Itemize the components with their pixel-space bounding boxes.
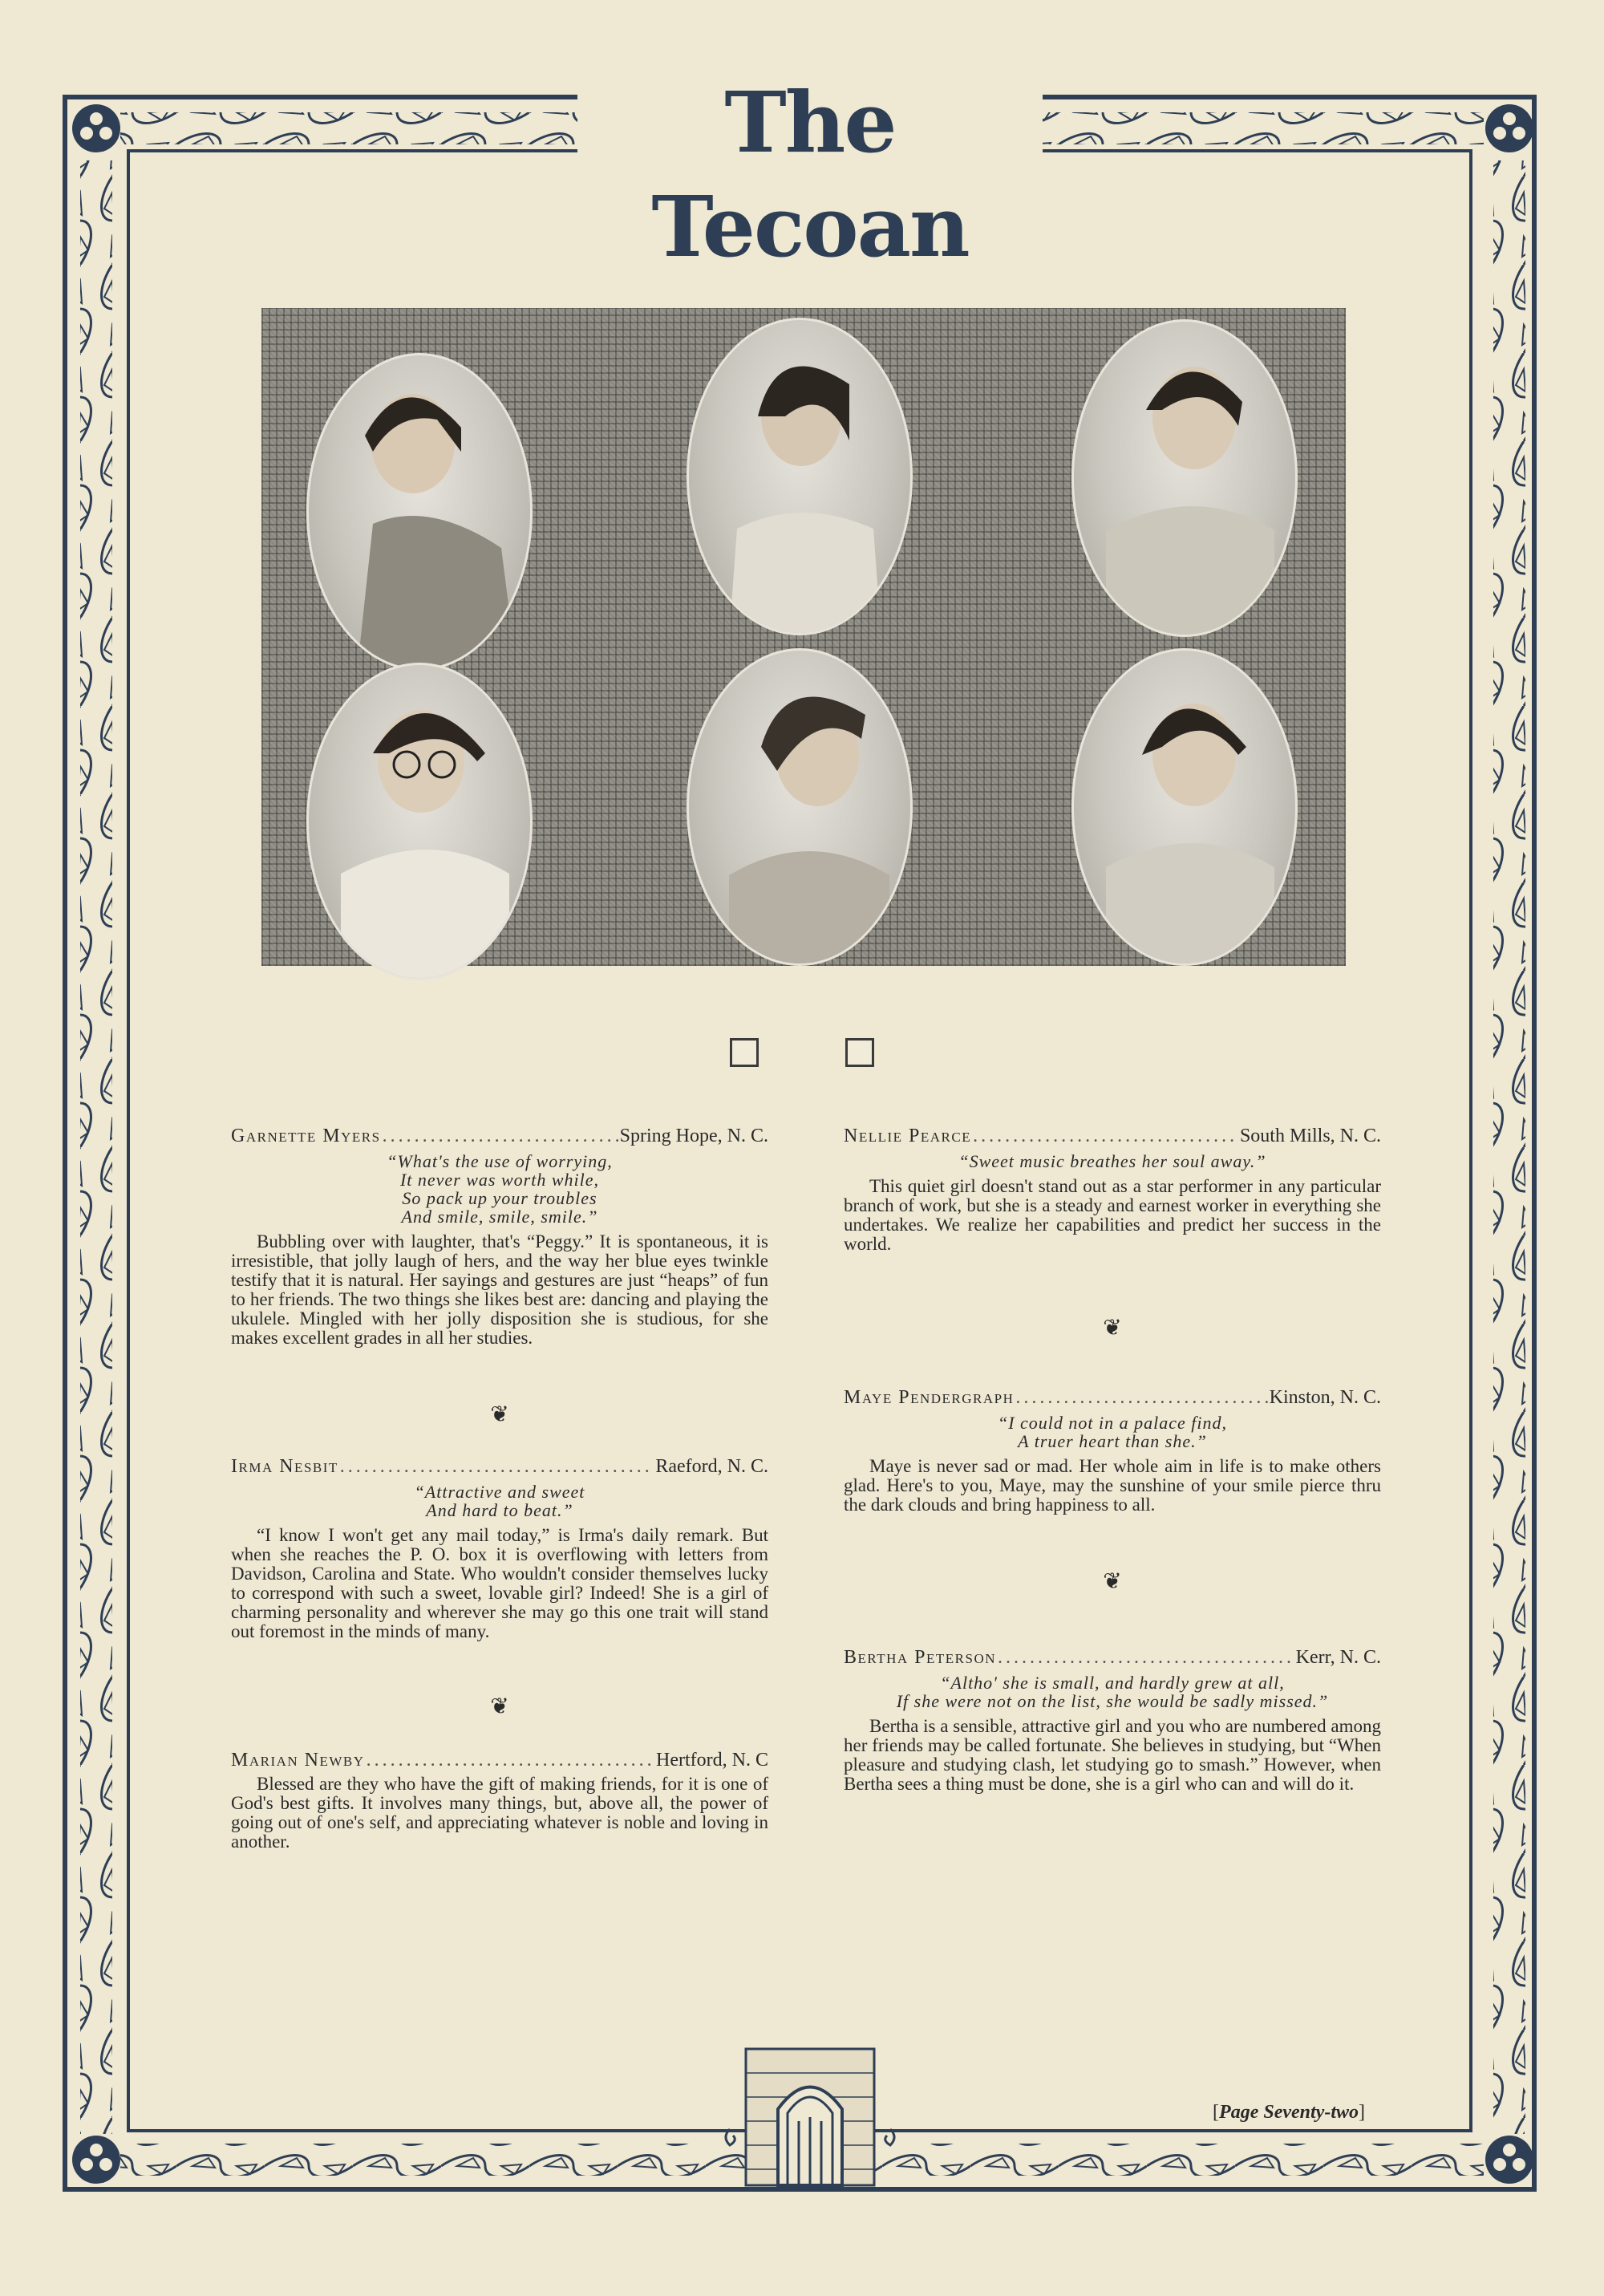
entry-marian-newby	[231, 1750, 768, 1852]
hometown: South Mills, N. C.	[1239, 1126, 1381, 1146]
student-quote: “Attractive and sweet And hard to beat.”	[414, 1482, 585, 1520]
leader-dots	[973, 1126, 1238, 1146]
entry-header	[231, 1126, 768, 1146]
entry-header	[844, 1648, 1381, 1667]
hometown: Hertford, N. C	[656, 1750, 768, 1771]
entry-maye-pendergraph	[844, 1388, 1381, 1515]
entry-header	[844, 1388, 1381, 1407]
hometown: Kinston, N. C.	[1269, 1387, 1381, 1408]
student-bio: “I know I won't get any mail today,” is Irma's daily remark. But when she reaches the P. O. box it is overflowing with letters from Davidson, Carolina and State. Who wouldn't consider themselves lucky to correspond with such a sweet, lovable girl? Indeed! She is a girl of charming personality and wherever she may go this one trait will stand out foremost in the minds of many.	[231, 1525, 768, 1641]
hometown: Raeford, N. C.	[655, 1456, 768, 1477]
student-name: Garnette Myers	[231, 1126, 381, 1146]
fleuron-ornament: ❦	[1103, 1569, 1122, 1594]
student-name: Marian Newby	[231, 1750, 365, 1771]
student-name: Maye Pendergraph	[844, 1387, 1015, 1408]
leader-dots	[383, 1126, 618, 1146]
student-quote: “What's the use of worrying, It never was worth while, So pack up your troubles And smile, smile, smile.”	[387, 1151, 613, 1227]
entry-header	[844, 1126, 1381, 1146]
student-quote: “I could not in a palace find, A truer heart than she.”	[997, 1413, 1228, 1451]
portrait-5	[687, 648, 913, 966]
entry-garnette-myers	[231, 1126, 768, 1348]
folio-close: ]	[1359, 2102, 1365, 2123]
student-bio: Maye is never sad or mad. Her whole aim in life is to make others glad. Here's to you, Maye, may the sunshine of your smile pierce thru the dark clouds and bring happiness to all.	[844, 1456, 1381, 1515]
hometown: Kerr, N. C.	[1295, 1647, 1381, 1668]
fleuron-ornament: ❦	[1103, 1316, 1122, 1341]
student-name: Bertha Peterson	[844, 1647, 996, 1668]
entry-header	[231, 1750, 768, 1770]
entry-irma-nesbit	[231, 1457, 768, 1641]
student-name: Nellie Pearce	[844, 1126, 972, 1146]
fleuron-ornament: ❦	[490, 1402, 509, 1427]
leader-dots	[1015, 1388, 1267, 1407]
portrait-1	[306, 353, 533, 671]
ornament-box-left	[730, 1038, 759, 1067]
hometown: Spring Hope, N. C.	[619, 1126, 768, 1146]
student-bio: This quiet girl doesn't stand out as a star performer in any particular branch of work, but she is a steady and earnest worker in everything she undertakes. We realize her capabilities and predict her success in the world.	[844, 1176, 1381, 1254]
student-name: Irma Nesbit	[231, 1456, 338, 1477]
page-number	[1165, 2102, 1365, 2124]
portrait-3	[1071, 319, 1298, 637]
portrait-6	[1071, 648, 1298, 966]
entry-bertha-peterson	[844, 1648, 1381, 1794]
leader-dots	[998, 1648, 1294, 1667]
portrait-4	[306, 663, 533, 980]
portrait-2	[687, 318, 913, 635]
entry-nellie-pearce	[844, 1126, 1381, 1254]
student-bio: Blessed are they who have the gift of making friends, for it is one of God's best gifts. It involves many things, but, above all, the power of going out of one's self, and appreciating whatever is noble and loving in another.	[231, 1774, 768, 1852]
masthead-title: The Tecoan	[577, 71, 1043, 175]
leader-dots	[340, 1457, 654, 1476]
student-bio: Bertha is a sensible, attractive girl and you who are numbered among her friends may be called fortunate. She believes in studying, but “When pleasure and studying clash, let studying go to smash.” However, when Bertha sees a thing must be done, she is a girl who can and will do it.	[844, 1716, 1381, 1794]
ornament-box-right	[845, 1038, 874, 1067]
folio-open: [	[1213, 2102, 1220, 2123]
student-quote: “Sweet music breathes her soul away.”	[958, 1151, 1266, 1171]
student-bio: Bubbling over with laughter, that's “Peggy.” It is spontaneous, it is irresistible, that jolly laugh of hers, and the way her blue eyes twinkle testify that it is natural. Her sayings and gestures are just “heaps” of fun to her friends. The two things she likes best are: dancing and playing the ukulele. Mingled with her jolly disposition she is studious, for she makes excellent grades in all her studies.	[231, 1231, 768, 1348]
entry-header	[231, 1457, 768, 1476]
doorway-emblem	[722, 2033, 898, 2193]
photo-panel	[261, 308, 1346, 966]
student-quote: “Altho' she is small, and hardly grew at all, If she were not on the list, she would be sadly missed.”	[896, 1673, 1329, 1711]
leader-dots	[367, 1750, 654, 1770]
fleuron-ornament: ❦	[490, 1694, 509, 1719]
folio-text: Page Seventy-two	[1219, 2102, 1359, 2123]
